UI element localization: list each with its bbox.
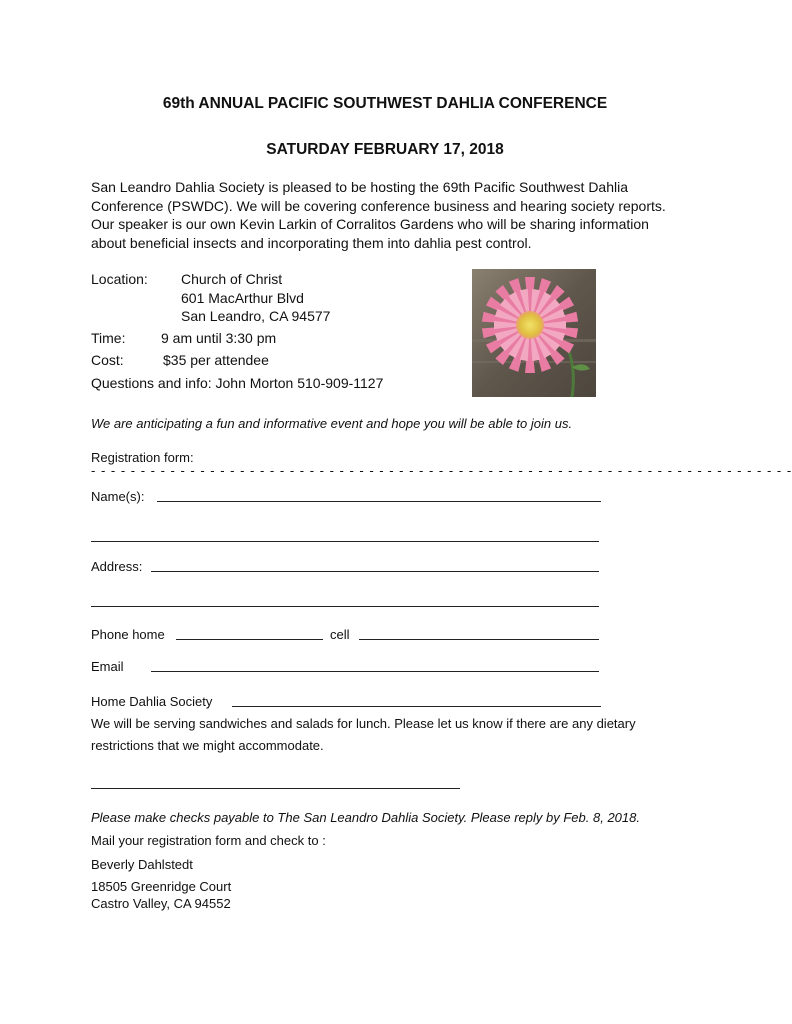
lunch-note-line-2: restrictions that we might accommodate. <box>91 738 324 753</box>
lunch-note-line-1: We will be serving sandwiches and salads for lunch. Please let us know if there are any dietary <box>91 716 636 731</box>
mail-city: Castro Valley, CA 94552 <box>91 896 231 911</box>
phone-home-field[interactable] <box>176 639 323 640</box>
mail-name: Beverly Dahlstedt <box>91 857 193 872</box>
location-line-2: 601 MacArthur Blvd <box>181 290 304 306</box>
intro-paragraph: San Leandro Dahlia Society is pleased to be hosting the 69th Pacific Southwest Dahlia Conference (PSWDC). We will be covering conference business and hearing society reports. Our speaker is our own Kevin Larkin of Corralitos Gardens who will be sharing information about beneficial insects and incorporating them into dahlia pest control. <box>91 179 666 251</box>
cost-value: $35 per attendee <box>163 352 269 368</box>
names-field[interactable] <box>157 501 601 502</box>
dahlia-photo <box>472 269 596 397</box>
mail-street: 18505 Greenridge Court <box>91 879 232 894</box>
time-value: 9 am until 3:30 pm <box>161 330 277 346</box>
mail-instructions: Mail your registration form and check to : <box>91 833 326 848</box>
address-field-line-2[interactable] <box>91 606 599 607</box>
email-field[interactable] <box>151 671 599 672</box>
names-field-line-2[interactable] <box>91 541 599 542</box>
questions-contact: Questions and info: John Morton 510-909-1127 <box>91 375 384 391</box>
location-line-1: Church of Christ <box>181 271 283 287</box>
conference-title: 69th ANNUAL PACIFIC SOUTHWEST DAHLIA CONFERENCE <box>162 95 608 112</box>
time-label: Time: <box>91 330 126 346</box>
location-line-3: San Leandro, CA 94577 <box>181 308 331 324</box>
conference-date: SATURDAY FEBRUARY 17, 2018 <box>266 141 504 158</box>
email-label: Email <box>91 659 124 674</box>
cut-line-separator: - - - - - - - - - - - - - - - - - - - - - - - - - - - - - - - - - - - - - - - - - - - - - - - - - - - - - - - - - - - - - - - - - - - - - - - <box>91 463 792 478</box>
home-society-field[interactable] <box>232 706 601 707</box>
location-label: Location: <box>91 271 148 287</box>
phone-home-label: Phone home <box>91 627 165 642</box>
checks-payable-note: Please make checks payable to The San Leandro Dahlia Society. Please reply by Feb. 8, 2018. <box>91 810 640 825</box>
cost-label: Cost: <box>91 352 124 368</box>
registration-heading: Registration form: <box>91 450 194 465</box>
dahlia-flower-icon <box>472 269 596 397</box>
address-label: Address: <box>91 559 143 574</box>
dietary-restrictions-field[interactable] <box>91 788 460 789</box>
cell-label: cell <box>330 627 350 642</box>
cell-field[interactable] <box>359 639 599 640</box>
home-society-label: Home Dahlia Society <box>91 694 213 709</box>
anticipating-note: We are anticipating a fun and informative event and hope you will be able to join us. <box>91 416 573 431</box>
address-field[interactable] <box>151 571 599 572</box>
names-label: Name(s): <box>91 489 145 504</box>
